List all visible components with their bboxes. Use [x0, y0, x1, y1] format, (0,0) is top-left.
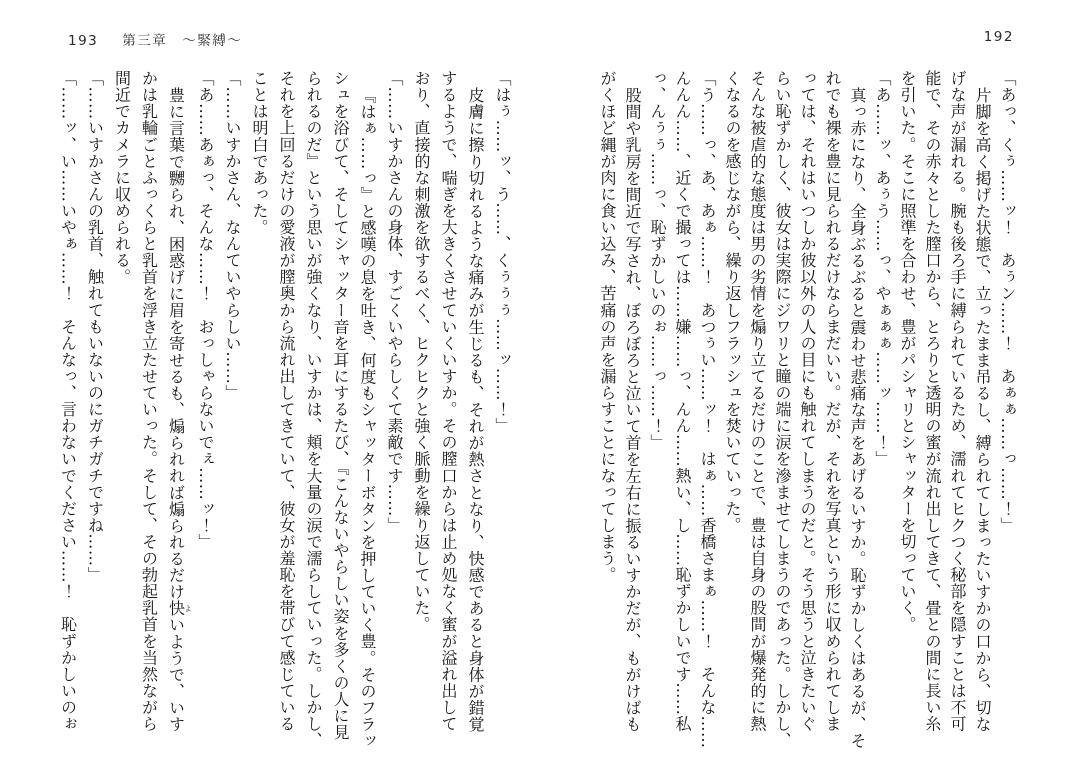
text-column: らい恥ずかしく、彼女は実際にジワリと瞳の端に涙を滲ませてしまうのであった。しかし、 — [773, 70, 792, 749]
text-column: っ、んぅぅ……っ、恥ずかしいのぉ……っ……！」 — [648, 70, 667, 451]
text-column: 「……ッ、い……いやぁ……！ そんなっ、言わないでください……！ 恥ずかしいのぉ — [58, 70, 78, 732]
text-column: 「あ……あぁっ、そんな……！ おっしゃらないでぇ……ッ！」 — [196, 70, 215, 550]
text-column: 豊に言葉で嬲られ、困惑げに眉を寄せるも、煽られれば煽られるだけ快よいようで、いす — [166, 86, 193, 732]
text-column: するようで、喘ぎを大きくさせていくいすか。その膣口からは止め処なく蜜が溢れ出して — [439, 70, 458, 732]
text-column: そんな被虐的な態度は男の劣情を煽り立てるだけのことで、豊は自身の股間が爆発的に熱 — [748, 70, 767, 732]
text-column: くなるのを感じながら、繰り返しフラッシュを焚いていった。 — [723, 70, 742, 534]
text-column: げな声が漏れる。腕も後ろ手に縛られているため、濡れてヒクつく秘部を隠すことは不可 — [948, 70, 967, 732]
text-column: 「……いすかさんの身体、すごくいやらしくて素敵です……」 — [385, 70, 404, 534]
text-column: を引いた。そこに照準を合わせ、豊がパシャリとシャッターを切っていく。 — [898, 70, 917, 633]
text-column: がくほど縄が肉に食い込み、苦痛の声を漏らすことになってしまう。 — [598, 70, 617, 584]
running-head-right — [984, 29, 1014, 45]
text-column: おり、直接的な刺激を欲するべく、ヒクヒクと強く脈動を繰り返していた。 — [412, 70, 431, 633]
text-column: かは乳輪ごとふっくらと乳首を浮き立たせていった。そして、その勃起乳首を当然ながら — [139, 70, 159, 732]
text-column: んんん……、近くで撮っては……嫌……っ、んん……熱い、し……恥ずかしいです……私 — [673, 70, 692, 732]
text-column: れでも裸を豊に見られるだけならまだいい。だが、それを写真という形に収められてしま — [823, 70, 842, 732]
chapter-title: 第三章 〜緊縛〜 — [122, 33, 243, 49]
text-column: 能で、その赤々とした膣口から、とろりと透明の蜜が流れ出してきて、畳との間に長い糸 — [923, 70, 942, 732]
text-column: シュを浴びて、そしてシャッター音を耳にするたび、『こんないやらしい姿を多くの人に見 — [331, 70, 350, 741]
text-column: 「……いすかさんの乳首、触れてもいないのにガチガチですね……」 — [85, 70, 105, 584]
text-column: 真っ赤になり、全身ぶるぶると震わせ悲痛な声をあげるいすか。恥ずかしくはあるが、そ — [848, 86, 867, 749]
page-number-left: 193 — [68, 33, 99, 49]
text-column: 『はぁ……っ』と感嘆の息を吐き、何度もシャッターボタンを押していく豊。そのフラッ — [358, 86, 377, 749]
text-column: 片脚を高く掲げた状態で、立ったまま吊るし、縛られてしまったいすかの口から、切な — [973, 86, 992, 732]
text-column: 「……いすかさん、なんていやらしい……」 — [223, 70, 242, 401]
text-column: 「う……っ、あ、あぁ……！ あつぅい……ッ！ はぁ……香橋さまぁ……！ そんな…… — [698, 70, 717, 749]
text-column: っては、それはいつしか彼以外の人の目にも触れてしまうのだと。そう思うと泣きたいぐ — [798, 70, 817, 732]
text-column: 「はぅ……ッ、う……、くぅぅぅ……ッ……！」 — [493, 70, 512, 435]
text-column: 皮膚に擦り切れるような痛みが生じるも、それが熱さとなり、快感であると身体が錯覚 — [466, 86, 485, 732]
page-number-right: 192 — [983, 29, 1014, 45]
text-body-page-193 — [55, 70, 517, 750]
text-body-page-192 — [595, 70, 1020, 750]
text-column: 股間や乳房を間近で写され、ぼろぼろと泣いて首を左右に振るいすかだが、もがけばも — [623, 86, 642, 732]
text-column: 間近でカメラに収められる。 — [112, 70, 132, 286]
text-column: ことは明白であった。 — [250, 70, 269, 236]
running-head-left — [68, 29, 242, 49]
text-column: 「あっ、くぅ……ッ！ あぅン……！ あぁぁ……っ……！」 — [998, 70, 1017, 534]
text-column: られるのだ』という思いが強くなり、いすかは、頬を大量の涙で濡らしていった。しかし、 — [304, 70, 323, 749]
text-column: 「あ……ッ、あぅう……っ、やぁぁぁ……ッ……！」 — [873, 70, 892, 468]
text-column: それを上回るだけの愛液が膣奥から流れ出してきていて、彼女が羞恥を帯びて感じている — [277, 70, 296, 732]
